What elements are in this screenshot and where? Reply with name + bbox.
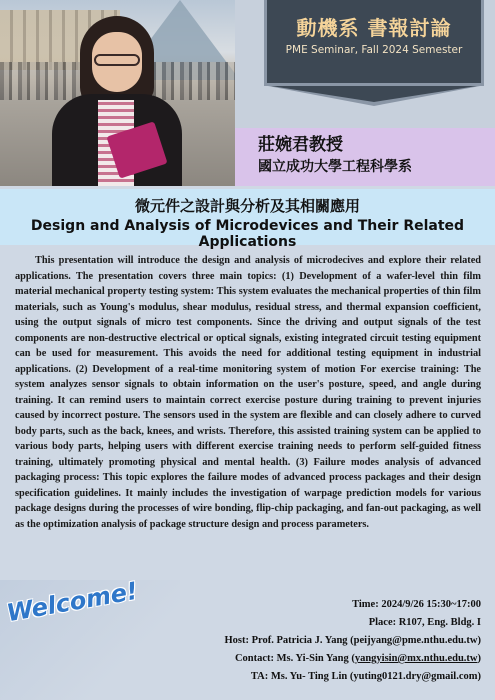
seminar-title: 動機系 書報討論 <box>296 16 452 40</box>
event-ta: TA: Ms. Yu- Ting Lin (yuting0121.dry@gmail.com) <box>250 671 481 682</box>
person-glasses <box>94 54 140 66</box>
speaker-affiliation: 國立成功大學工程科學系 <box>258 159 412 175</box>
chevron-down-icon <box>268 86 480 106</box>
welcome-text: Welcome! <box>4 576 140 628</box>
photo-person <box>42 16 192 186</box>
talk-title-en: Design and Analysis of Microdevices and Their Related Applications <box>30 218 465 250</box>
speaker-photo <box>0 0 235 186</box>
event-place: Place: R107, Eng. Bldg. I <box>368 617 481 628</box>
seminar-header <box>264 0 484 86</box>
contact-suffix: ) <box>477 653 481 664</box>
contact-email-link[interactable]: yangyisin@mx.nthu.edu.tw <box>354 653 478 664</box>
seminar-subtitle: PME Seminar, Fall 2024 Semester <box>285 44 463 56</box>
event-contact <box>151 650 481 668</box>
talk-abstract: This presentation will introduce the design and analysis of microdecives and explore their related applications. The presentation covers three main topics: (1) Development of a wafer-level thin film material mechanical property testing system: This system evaluates the mechanical properties of thin film materials, such as Young's modulus, shear modulus, residual stress, and thermal expansion coefficient, using the output signals of micro test components. Since the driving and output signals of the test components are non-destructive electrical or optical signals, existing integrated circuit testing equipment can be used for measurement. This avoids the need for additional testing equipment in industrial applications. (2) Development of a real-time monitoring system of motion For exercise training: The system analyzes sensor signals to obtain information on the user's posture, speed, and angle during training. It can remind users to maintain correct exercise posture during training to prevent injuries caused by incorrect posture. The sensors used in the system are flexible and can closely adhere to curved body parts, such as the back, knees, and wrists. Therefore, this assisted training system can be applied to various body parts, helping users with different exercise training needs to perform self-guided fitness training, ultimately promoting physical and mental health. (3) Failure modes analysis of advanced packaging process: This topic explores the failure modes of advanced process packages and their design specification guidelines. It mainly includes the investigation of warpage prediction models for various package designs during the processes of wire bonding, flip-chip packaging, and fan-out packaging, as well as the optimization analysis of package structure design and process parameters. <box>15 255 481 530</box>
talk-title-zh: 微元件之設計與分析及其相關應用 <box>134 197 360 215</box>
event-host: Host: Prof. Patricia J. Yang (peijyang@pme.nthu.edu.tw) <box>224 635 481 646</box>
contact-prefix: Contact: Ms. Yi-Sin Yang ( <box>234 653 355 664</box>
speaker-name: 莊婉君教授 <box>258 135 343 155</box>
event-info <box>151 596 481 686</box>
event-time: Time: 2024/9/26 15:30~17:00 <box>352 599 481 610</box>
